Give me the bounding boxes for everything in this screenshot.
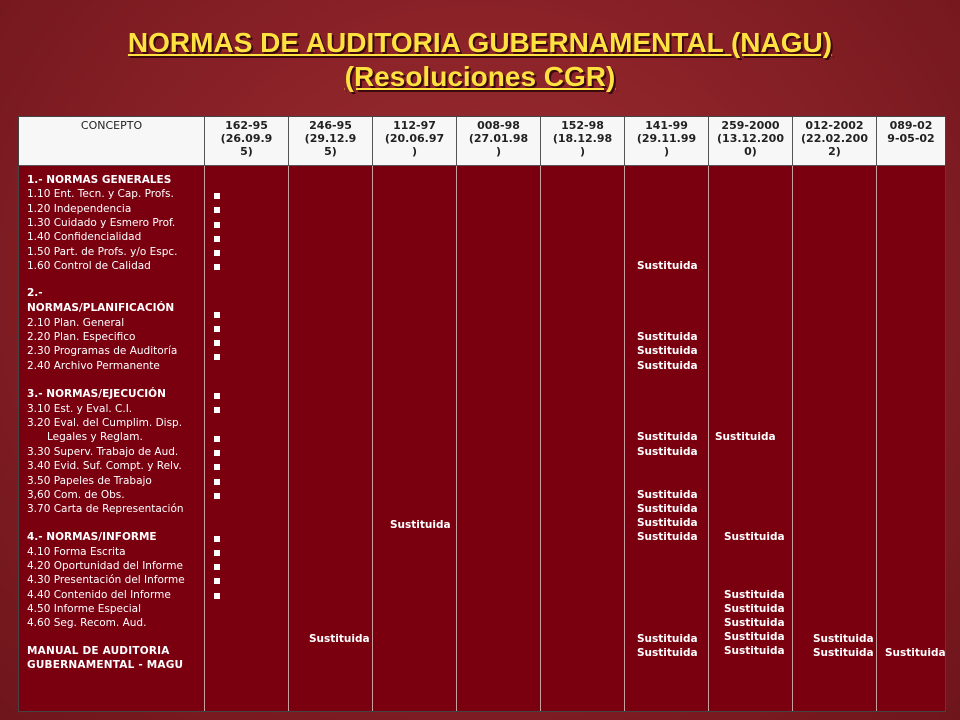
header-col-3-line2: (20.06.97 [384, 132, 445, 145]
sustituida-cell: Sustituida [885, 647, 946, 659]
concept-row: 3.50 Papeles de Trabajo [27, 475, 152, 487]
header-col-7 [709, 117, 793, 166]
bullet-mark [214, 450, 220, 456]
header-col-7-line2: (13.12.200 [717, 132, 784, 145]
sustituida-cell: Sustituida [724, 631, 785, 643]
header-col-7-line1: 259-2000 [721, 119, 780, 132]
header-col-5-line1: 152-98 [561, 119, 604, 132]
bullet-mark [214, 393, 220, 399]
header-col-6 [625, 117, 709, 166]
sustituida-cell: Sustituida [637, 647, 698, 659]
bullet-mark [214, 550, 220, 556]
header-concept: CONCEPTO [19, 117, 205, 166]
concept-row: 4.20 Oportunidad del Informe [27, 560, 183, 572]
concept-row: 3.30 Superv. Trabajo de Aud. [27, 446, 179, 458]
sustituida-cell: Sustituida [390, 519, 451, 531]
col-1-body [205, 166, 289, 711]
header-col-8-line2: (22.02.200 [801, 132, 868, 145]
sustituida-cell: Sustituida [637, 531, 698, 543]
header-col-8 [793, 117, 877, 166]
header-col-6-line1: 141-99 [645, 119, 688, 132]
header-col-6-line2: (29.11.99 [636, 132, 697, 145]
col-7-body [709, 166, 793, 711]
bullet-mark [214, 436, 220, 442]
sustituida-cell: Sustituida [813, 633, 874, 645]
bullet-mark [214, 564, 220, 570]
concept-row: MANUAL DE AUDITORIA [27, 645, 170, 657]
bullet-mark [214, 312, 220, 318]
slide-title [0, 26, 960, 94]
header-col-1-line1: 162-95 [225, 119, 268, 132]
concept-row: 4.50 Informe Especial [27, 603, 142, 615]
bullet-mark [214, 479, 220, 485]
concept-row: 2.40 Archivo Permanente [27, 360, 160, 372]
sustituida-cell: Sustituida [724, 603, 785, 615]
sustituida-cell: Sustituida [637, 260, 698, 272]
sustituida-cell: Sustituida [813, 647, 874, 659]
sustituida-cell: Sustituida [724, 531, 785, 543]
header-col-2 [289, 117, 373, 166]
bullet-mark [214, 207, 220, 213]
header-col-5 [541, 117, 625, 166]
sustituida-cell: Sustituida [724, 617, 785, 629]
col-2-body [289, 166, 373, 711]
concept-row: 4.- NORMAS/INFORME [27, 531, 157, 543]
bullet-mark [214, 354, 220, 360]
col-8-body [793, 166, 877, 711]
bullet-mark [214, 193, 220, 199]
concept-row: 3.70 Carta de Representación [27, 503, 184, 515]
sustituida-cell: Sustituida [637, 489, 698, 501]
concept-row: 2.- [27, 287, 43, 299]
concept-row: 2.30 Programas de Auditoría [27, 345, 178, 357]
header-col-4-line1: 008-98 [477, 119, 520, 132]
concept-row: 4.40 Contenido del Informe [27, 589, 171, 601]
bullet-mark [214, 250, 220, 256]
header-col-1-line3: 5) [240, 145, 253, 158]
sustituida-cell: Sustituida [637, 431, 698, 443]
bullet-mark [214, 407, 220, 413]
bullet-mark [214, 593, 220, 599]
header-col-8-line3: 2) [828, 145, 841, 158]
concept-row: 1.40 Confidencialidad [27, 231, 142, 243]
concept-row: 1.- NORMAS GENERALES [27, 174, 172, 186]
concept-row: 3.40 Evid. Suf. Compt. y Relv. [27, 460, 182, 472]
sustituida-cell: Sustituida [724, 589, 785, 601]
header-col-4 [457, 117, 541, 166]
col-5-body [541, 166, 625, 711]
title-line-2: (Resoluciones CGR) [344, 61, 616, 92]
concept-row: 2.10 Plan. General [27, 317, 125, 329]
header-col-4-line3: ) [495, 145, 502, 158]
title-line-1: NORMAS DE AUDITORIA GUBERNAMENTAL (NAGU) [127, 27, 833, 58]
header-col-7-line3: 0) [744, 145, 757, 158]
header-col-1 [205, 117, 289, 166]
sustituida-cell: Sustituida [309, 633, 370, 645]
concept-row: GUBERNAMENTAL - MAGU [27, 659, 184, 671]
concept-row: 3,60 Com. de Obs. [27, 489, 125, 501]
sustituida-cell: Sustituida [637, 633, 698, 645]
sustituida-cell: Sustituida [637, 345, 698, 357]
bullet-mark [214, 236, 220, 242]
col-9-body [877, 166, 945, 711]
header-col-9-line2: 9-05-02 [887, 132, 935, 145]
sustituida-cell: Sustituida [637, 517, 698, 529]
concept-row: 1.60 Control de Calidad [27, 260, 151, 272]
concept-row: 1.10 Ent. Tecn. y Cap. Profs. [27, 188, 174, 200]
sustituida-cell: Sustituida [637, 446, 698, 458]
header-col-5-line3: ) [579, 145, 586, 158]
concept-row: 3.10 Est. y Eval. C.I. [27, 403, 133, 415]
concept-column [19, 166, 205, 711]
sustituida-cell: Sustituida [715, 431, 776, 443]
concept-row: 1.20 Independencia [27, 203, 132, 215]
bullet-mark [214, 340, 220, 346]
header-col-5-line2: (18.12.98 [552, 132, 613, 145]
sustituida-cell: Sustituida [637, 360, 698, 372]
concept-row: 4.60 Seg. Recom. Aud. [27, 617, 147, 629]
bullet-mark [214, 464, 220, 470]
col-3-body [373, 166, 457, 711]
concept-row: 4.10 Forma Escrita [27, 546, 126, 558]
bullet-mark [214, 326, 220, 332]
header-col-8-line1: 012-2002 [805, 119, 864, 132]
header-col-3-line3: ) [411, 145, 418, 158]
sustituida-cell: Sustituida [724, 645, 785, 657]
header-col-3-line1: 112-97 [393, 119, 436, 132]
sustituida-cell: Sustituida [637, 331, 698, 343]
header-col-2-line1: 246-95 [309, 119, 352, 132]
col-4-body [457, 166, 541, 711]
header-col-2-line3: 5) [324, 145, 337, 158]
concept-row: Legales y Reglam. [47, 431, 143, 443]
concept-row: 1.30 Cuidado y Esmero Prof. [27, 217, 176, 229]
concept-row: 4.30 Presentación del Informe [27, 574, 185, 586]
concept-row: 1.50 Part. de Profs. y/o Espc. [27, 246, 178, 258]
bullet-mark [214, 264, 220, 270]
header-col-1-line2: (26.09.9 [220, 132, 273, 145]
header-col-9-line1: 089-02 [889, 119, 933, 132]
header-col-4-line2: (27.01.98 [468, 132, 529, 145]
concept-row: 3.- NORMAS/EJECUCIÓN [27, 388, 166, 400]
header-col-2-line2: (29.12.9 [304, 132, 357, 145]
header-col-3 [373, 117, 457, 166]
bullet-mark [214, 222, 220, 228]
concept-row: NORMAS/PLANIFICACIÓN [27, 302, 175, 314]
bullet-mark [214, 578, 220, 584]
sustituida-cell: Sustituida [637, 503, 698, 515]
bullet-mark [214, 536, 220, 542]
col-6-body [625, 166, 709, 711]
nagu-table [18, 116, 946, 712]
concept-row: 3.20 Eval. del Cumplim. Disp. [27, 417, 183, 429]
header-col-9 [877, 117, 945, 166]
concept-row: 2.20 Plan. Especifico [27, 331, 136, 343]
bullet-mark [214, 493, 220, 499]
header-col-6-line3: ) [663, 145, 670, 158]
